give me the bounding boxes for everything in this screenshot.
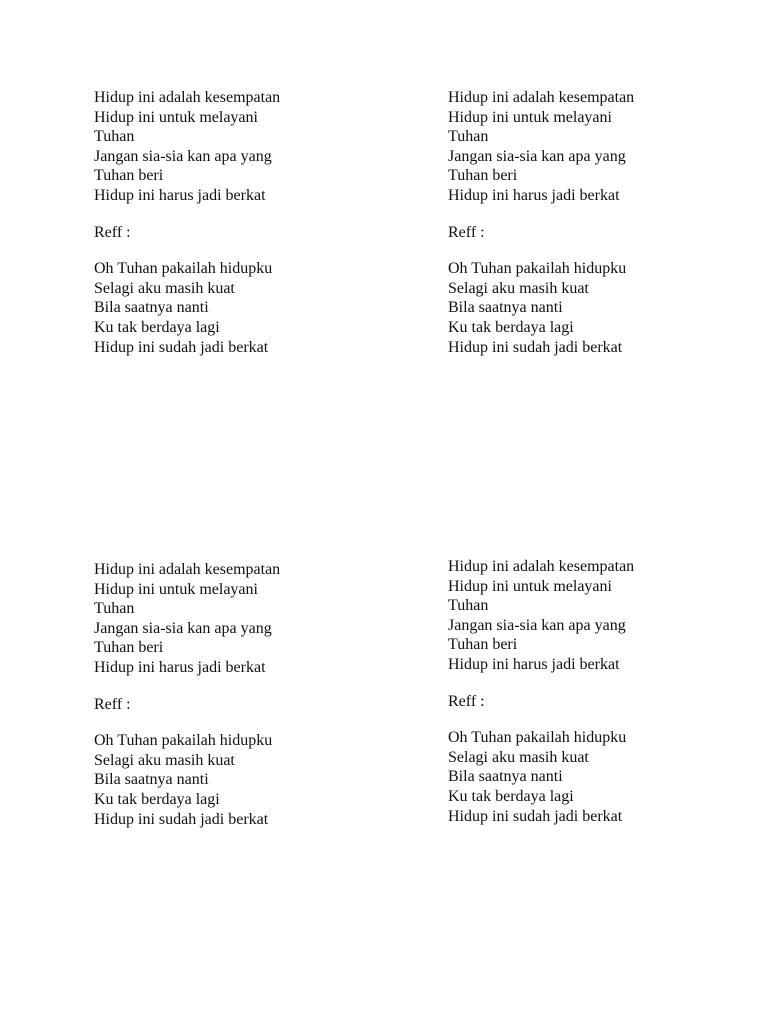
reff-label: Reff : [94,223,131,241]
chorus-line: Hidup ini sudah jadi berkat [448,807,623,825]
verse-line: Jangan sia-sia kan apa yang [448,147,626,165]
verse-line: Hidup ini harus jadi berkat [448,186,620,204]
lyrics-block-top-left [94,88,394,357]
verse [94,88,394,206]
verse-line: Tuhan [94,128,135,146]
verse [448,88,748,206]
chorus-line: Bila saatnya nanti [448,768,563,786]
verse-line: Hidup ini untuk melayani [94,580,258,598]
lyrics-block-bottom-right [448,557,748,826]
chorus-line: Bila saatnya nanti [94,299,209,317]
verse-line: Hidup ini adalah kesempatan [448,89,635,106]
chorus [94,259,394,357]
verse-line: Tuhan [448,128,489,146]
chorus [448,728,748,826]
chorus-line: Bila saatnya nanti [448,299,563,317]
chorus-line: Hidup ini sudah jadi berkat [448,338,623,356]
chorus-line: Selagi aku masih kuat [94,279,235,297]
verse-line: Jangan sia-sia kan apa yang [448,616,626,634]
verse-line: Hidup ini harus jadi berkat [94,658,266,676]
chorus [448,259,748,357]
verse-line: Tuhan beri [448,167,518,185]
verse-line: Hidup ini adalah kesempatan [94,561,281,578]
lyrics-block-top-right [448,88,748,357]
chorus-line: Oh Tuhan pakailah hidupku [94,260,273,278]
chorus-line: Ku tak berdaya lagi [94,790,220,808]
verse-line: Jangan sia-sia kan apa yang [94,619,272,637]
chorus-line: Ku tak berdaya lagi [448,318,574,336]
verse-line: Tuhan [448,597,489,615]
verse-line: Jangan sia-sia kan apa yang [94,147,272,165]
chorus-line: Hidup ini sudah jadi berkat [94,338,269,356]
verse-line: Tuhan [94,600,135,618]
verse-line: Hidup ini adalah kesempatan [448,558,635,575]
chorus-line: Selagi aku masih kuat [448,279,589,297]
verse-line: Tuhan beri [448,636,518,654]
chorus-line: Hidup ini sudah jadi berkat [94,810,269,828]
reff-label: Reff : [94,695,131,713]
verse [448,557,748,675]
verse-line: Tuhan beri [94,167,164,185]
chorus-line: Oh Tuhan pakailah hidupku [94,732,273,750]
chorus-line: Bila saatnya nanti [94,771,209,789]
verse-line: Tuhan beri [94,639,164,657]
reff-label: Reff : [448,692,485,710]
lyrics-block-bottom-left [94,560,394,829]
chorus-line: Selagi aku masih kuat [448,748,589,766]
chorus-line: Oh Tuhan pakailah hidupku [448,260,627,278]
verse-line: Hidup ini adalah kesempatan [94,89,281,106]
chorus-line: Ku tak berdaya lagi [448,787,574,805]
verse [94,560,394,678]
reff-label: Reff : [448,223,485,241]
verse-line: Hidup ini untuk melayani [448,577,612,595]
verse-line: Hidup ini untuk melayani [94,108,258,126]
verse-line: Hidup ini harus jadi berkat [448,655,620,673]
chorus-line: Oh Tuhan pakailah hidupku [448,729,627,747]
chorus [94,731,394,829]
chorus-line: Ku tak berdaya lagi [94,318,220,336]
verse-line: Hidup ini untuk melayani [448,108,612,126]
chorus-line: Selagi aku masih kuat [94,751,235,769]
verse-line: Hidup ini harus jadi berkat [94,186,266,204]
